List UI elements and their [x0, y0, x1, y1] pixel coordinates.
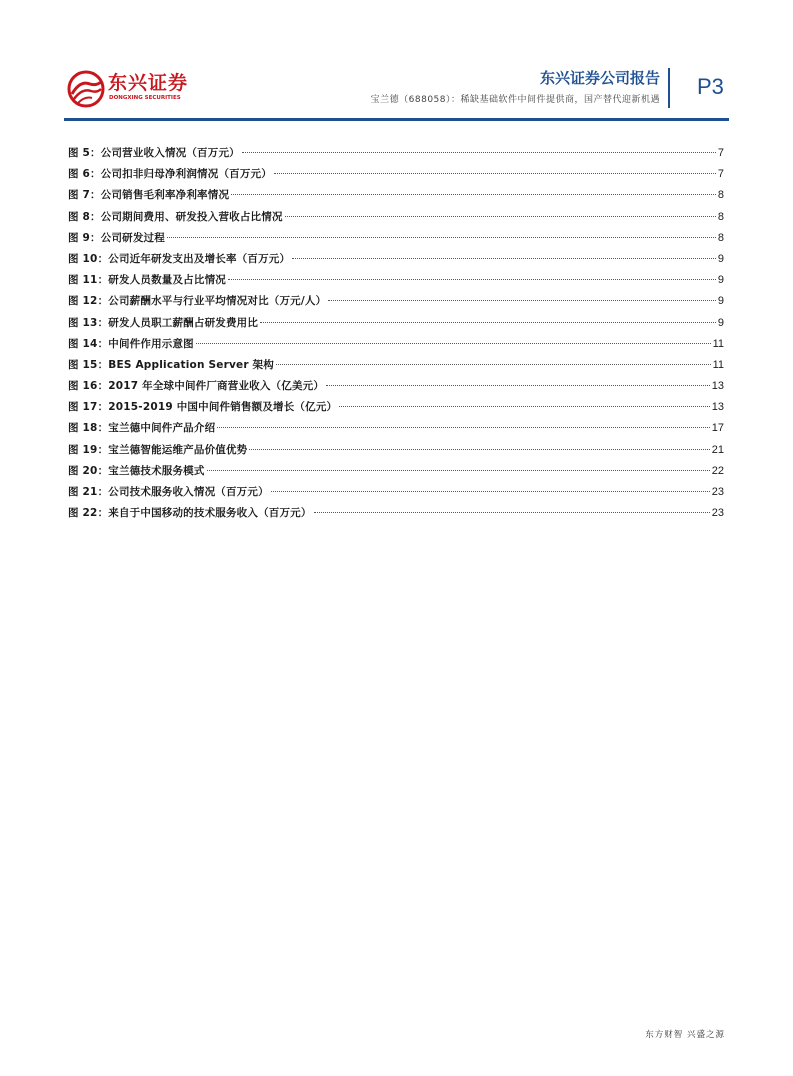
toc-entry-page: 13: [711, 380, 724, 393]
toc-entry-page: 8: [717, 231, 724, 244]
toc-entry-page: 23: [711, 486, 724, 498]
toc-entry-page: 9: [717, 252, 724, 265]
dot-leader: [249, 449, 709, 450]
toc-entry[interactable]: [68, 376, 724, 397]
dot-leader: [285, 216, 716, 217]
dongxing-logo-icon: [66, 70, 106, 108]
toc-entry[interactable]: [68, 291, 724, 312]
toc-entry-page: 8: [717, 189, 724, 202]
toc-entry[interactable]: [68, 355, 724, 376]
toc-entry[interactable]: [68, 228, 724, 249]
dot-leader: [314, 512, 710, 513]
toc-entry-label: 图 21：公司技术服务收入情况（百万元）: [68, 486, 269, 498]
dot-leader: [207, 470, 710, 471]
toc-entry-label: 图 6：公司扣非归母净利润情况（百万元）: [68, 168, 272, 181]
toc-entry[interactable]: [68, 503, 724, 524]
toc-entry[interactable]: [68, 164, 724, 185]
toc-entry[interactable]: [68, 482, 724, 503]
toc-entry-page: 9: [717, 295, 724, 308]
dot-leader: [271, 491, 710, 492]
toc-entry-page: 22: [711, 464, 724, 477]
toc-entry-label: 图 8：公司期间费用、研发投入营收占比情况: [68, 210, 283, 223]
report-brand-title: 东兴证券公司报告: [539, 69, 660, 87]
toc-entry[interactable]: [68, 461, 724, 482]
toc-entry-label: 图 19：宝兰德智能运维产品价值优势: [68, 443, 248, 456]
toc-entry[interactable]: [68, 185, 724, 206]
company-logo: [66, 70, 189, 110]
toc-entry-label: 图 14：中间件作用示意图: [68, 337, 194, 350]
dot-leader: [339, 406, 710, 407]
toc-entry-page: 13: [711, 401, 724, 414]
toc-entry[interactable]: [68, 143, 724, 164]
dot-leader: [276, 364, 711, 365]
dot-leader: [228, 279, 716, 280]
dot-leader: [242, 152, 716, 153]
toc-entry-page: 7: [717, 168, 724, 181]
dot-leader: [217, 427, 709, 428]
toc-entry[interactable]: [68, 249, 724, 270]
toc-entry-page: 9: [717, 274, 724, 287]
header-divider: [668, 68, 670, 108]
report-subtitle: 宝兰德（688058）：稀缺基础软件中间件提供商，国产替代迎新机遇: [370, 95, 660, 105]
toc-entry-label: 图 7：公司销售毛利率净利率情况: [68, 189, 230, 202]
logo-english-name: DONGXING SECURITIES: [109, 95, 181, 101]
toc-entry-label: 图 18：宝兰德中间件产品介绍: [68, 422, 216, 435]
toc-entry[interactable]: [68, 270, 724, 291]
toc-entry[interactable]: [68, 334, 724, 355]
toc-entry-page: 17: [711, 422, 724, 435]
toc-entry-label: 图 9：公司研发过程: [68, 231, 165, 244]
toc-entry-label: 图 10：公司近年研发支出及增长率（百万元）: [68, 252, 291, 265]
toc-entry-label: 图 16：2017 年全球中间件厂商营业收入（亿美元）: [68, 380, 325, 393]
toc-entry[interactable]: [68, 397, 724, 418]
toc-entry-page: 8: [717, 210, 724, 223]
toc-entry-label: 图 13：研发人员职工薪酬占研发费用比: [68, 316, 259, 329]
page-number: P3: [697, 74, 724, 99]
dot-leader: [196, 343, 711, 344]
toc-entry-label: 图 15：BES Application Server 架构: [68, 358, 274, 371]
toc-entry[interactable]: [68, 313, 724, 334]
figure-list: [68, 143, 724, 524]
dot-leader: [326, 385, 710, 386]
toc-entry[interactable]: [68, 418, 724, 439]
dot-leader: [167, 237, 716, 238]
toc-entry-page: 7: [717, 147, 724, 159]
logo-chinese-name: 东兴证券: [108, 72, 189, 94]
toc-entry-page: 9: [717, 316, 724, 329]
header-rule: [64, 118, 729, 121]
toc-entry-label: 图 11：研发人员数量及占比情况: [68, 274, 226, 287]
toc-entry-label: 图 5：公司营业收入情况（百万元）: [68, 147, 240, 159]
dot-leader: [260, 322, 716, 323]
toc-entry-page: 11: [712, 337, 724, 350]
toc-entry[interactable]: [68, 440, 724, 461]
toc-entry-page: 23: [711, 507, 724, 520]
toc-entry-label: 图 20：宝兰德技术服务模式: [68, 464, 205, 477]
toc-entry[interactable]: [68, 207, 724, 228]
dot-leader: [231, 194, 716, 195]
dot-leader: [274, 173, 716, 174]
toc-entry-page: 11: [712, 358, 724, 371]
dot-leader: [292, 258, 716, 259]
toc-entry-page: 21: [711, 443, 724, 456]
dot-leader: [328, 300, 716, 301]
toc-entry-label: 图 22：来自于中国移动的技术服务收入（百万元）: [68, 507, 312, 520]
footer-slogan: 东方财智 兴盛之源: [645, 1030, 725, 1040]
toc-entry-label: 图 12：公司薪酬水平与行业平均情况对比（万元/人）: [68, 295, 327, 308]
toc-entry-label: 图 17：2015-2019 中国中间件销售额及增长（亿元）: [68, 401, 338, 414]
